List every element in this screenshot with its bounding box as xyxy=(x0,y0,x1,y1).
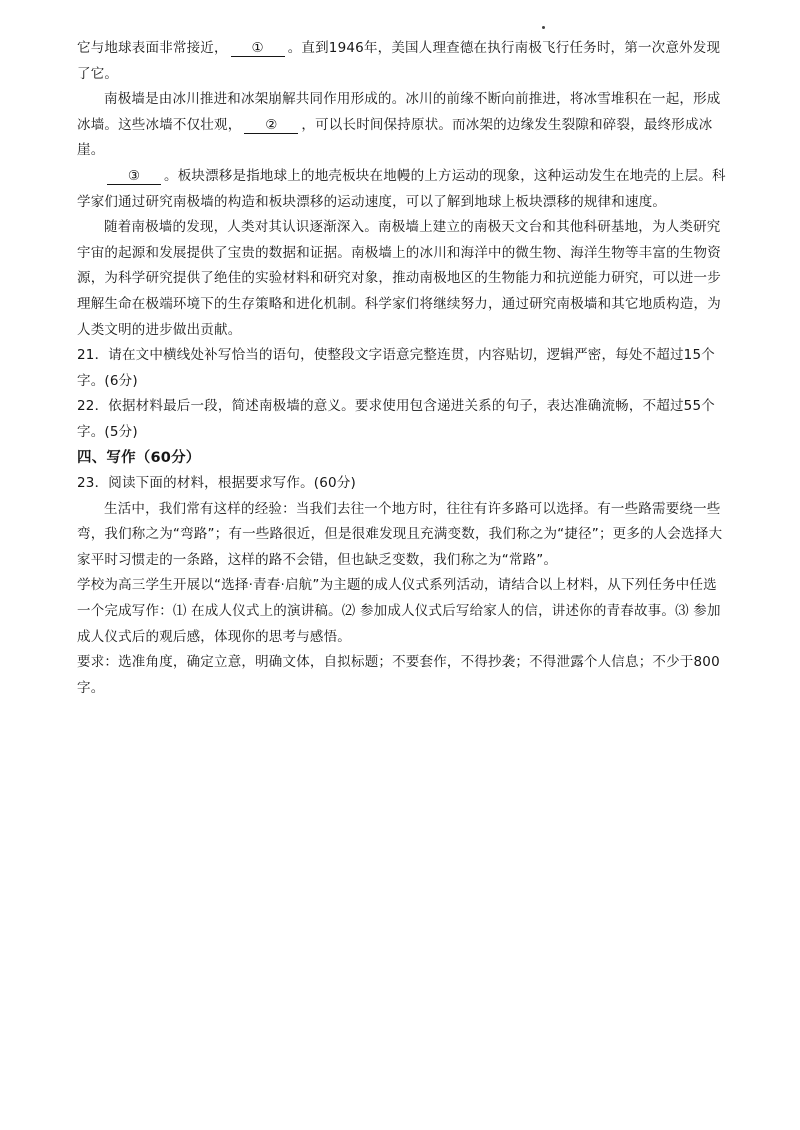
page-content xyxy=(77,36,727,701)
answer-blank-1: ① xyxy=(231,41,285,57)
question-22: 22．依据材料最后一段，简述南极墙的意义。要求使用包含递进关系的句子，表达准确流畅，不超过55个字。(5分) xyxy=(77,398,715,440)
writing-requirements: 要求：选准角度，确定立意，明确文体，自拟标题；不要套作，不得抄袭；不得泄露个人信息；不少于800字。 xyxy=(77,654,720,696)
passage-paragraph-3 xyxy=(77,164,727,215)
question-21: 21．请在文中横线处补写恰当的语句，使整段文字语意完整连贯，内容贴切，逻辑严密，每处不超过15个字。(6分) xyxy=(77,347,715,389)
passage-text: 它与地球表面非常接近， xyxy=(77,40,228,56)
writing-task: 学校为高三学生开展以“选择·青春·启航”为主题的成人仪式系列活动，请结合以上材料，从下列任务中任选一个完成写作：⑴ 在成人仪式上的演讲稿。⑵ 参加成人仪式后写给家人的信，讲述你的青春故事。⑶ 参加成人仪式后的观后感，体现你的思考与感悟。 xyxy=(77,577,721,645)
question-23: 23．阅读下面的材料，根据要求写作。(60分) xyxy=(77,475,356,492)
answer-blank-3: ③ xyxy=(107,169,161,185)
passage-text: ，可以长时间保持原状。而冰架的边缘发生裂隙和碎裂，最终形成冰崖。 xyxy=(77,116,713,159)
passage-paragraph-2 xyxy=(77,87,727,164)
section-heading-writing: 四、写作（60分） xyxy=(77,449,201,466)
passage-text: 南极墙是由冰川推进和冰架崩解共同作用形成的。冰川的前缘不断向前推进，将冰雪堆积在一起，形成冰墙。这些冰墙不仅壮观， xyxy=(77,91,721,133)
passage-paragraph-4: 随着南极墙的发现，人类对其认识逐渐深入。南极墙上建立的南极天文台和其他科研基地，为人类研究宇宙的起源和发展提供了宝贵的数据和证据。南极墙上的冰川和海洋中的微生物、海洋生物等丰富的生物资源，为科学研究提供了绝佳的实验材料和研究对象，推动南极地区的生物能力和抗逆能力研究，可以进一步理解生命在极端环境下的生存策略和进化机制。科学家们将继续努力，通过研究南极墙和其它地质构造，为人类文明的进步做出贡献。 xyxy=(77,219,721,338)
writing-material: 生活中，我们常有这样的经验：当我们去往一个地方时，往往有许多路可以选择。有一些路需要绕一些弯，我们称之为“弯路”；有一些路很近，但是很难发现且充满变数，我们称之为“捷径”；更多的人会选择大家平时习惯走的一条路，这样的路不会错，但也缺乏变数，我们称之为“常路”。 xyxy=(77,500,723,568)
passage-text: 。直到1946年，美国人理查德在执行南极飞行任务时，第一次意外发现了它。 xyxy=(77,40,721,82)
passage-text: 。板块漂移是指地球上的地壳板块在地幔的上方运动的现象，这种运动发生在地壳的上层。科学家们通过研究南极墙的构造和板块漂移的运动速度，可以了解到地球上板块漂移的规律和速度。 xyxy=(77,167,726,210)
scan-speck xyxy=(542,26,545,29)
answer-blank-2: ② xyxy=(244,118,298,134)
passage-paragraph-1 xyxy=(77,36,727,87)
